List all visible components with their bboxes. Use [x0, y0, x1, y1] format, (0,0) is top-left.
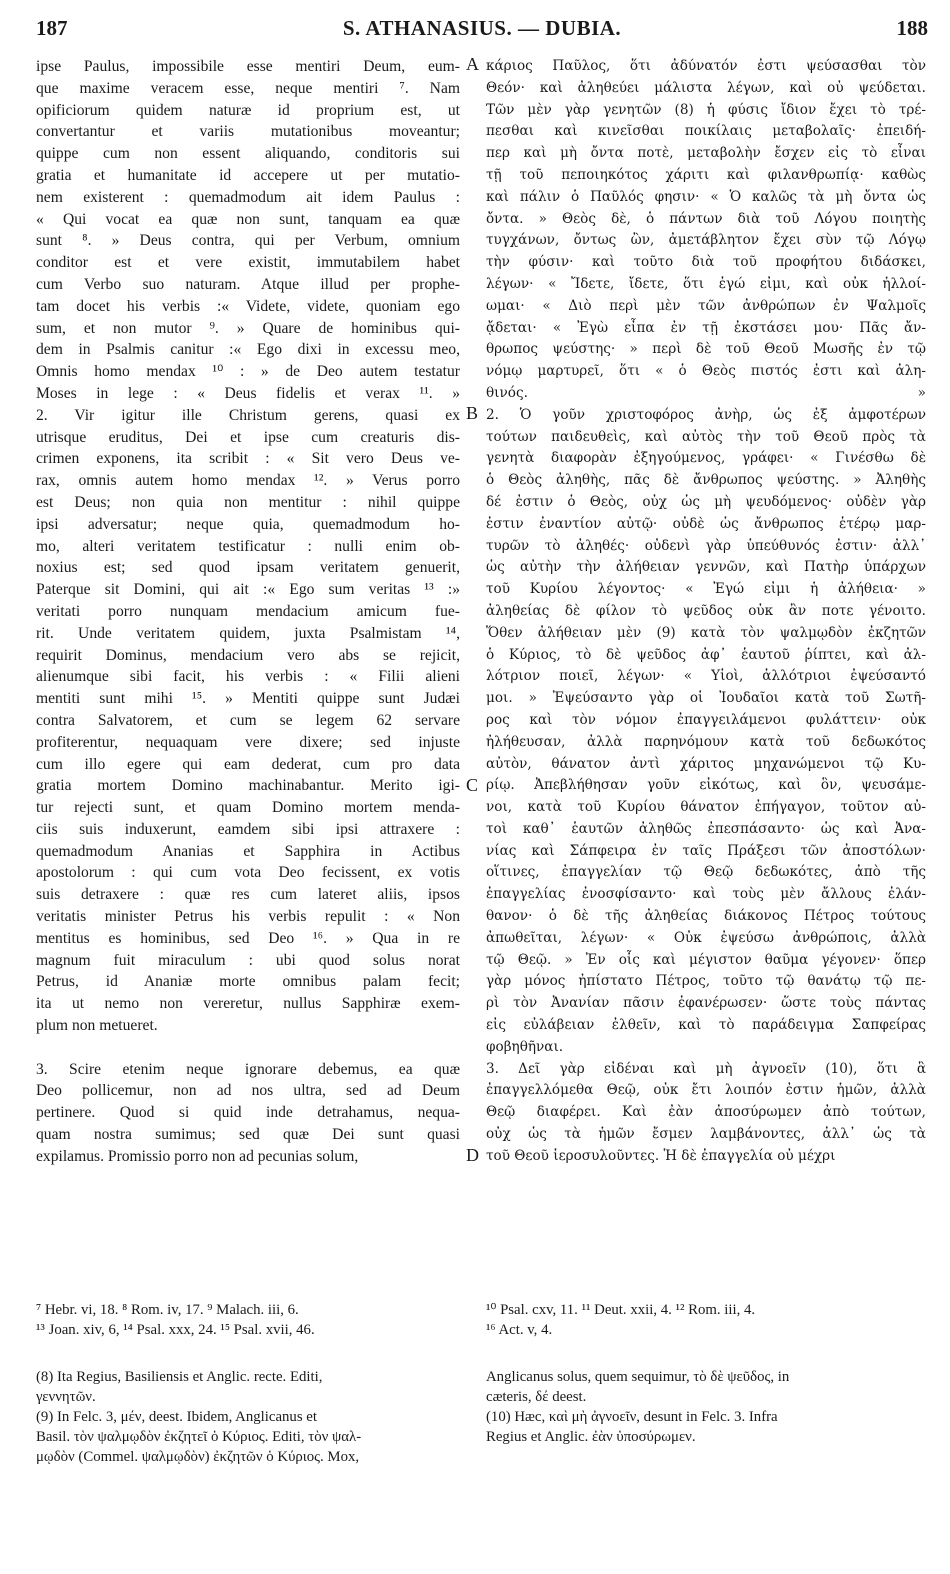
- text-line: Petrus, id Ananiæ morte omnibus palam fecit;: [36, 973, 460, 991]
- text-line: ciis suis induxerunt, eamdem sibi ipsi attraxere :: [36, 820, 460, 838]
- text-line: κάριος Παῦλος, ὅτι ἀδύνατόν ἐστι ψεύσασθαι τὸν: [486, 58, 926, 74]
- scripture-ref-line: ¹³ Joan. xiv, 6, ¹⁴ Psal. xxx, 24. ¹⁵ Psal. xvii, 46.: [36, 1322, 315, 1338]
- text-line: quippe cum non essent aliquando, conditoris sui: [36, 145, 460, 163]
- margin-marker-a: A: [466, 54, 479, 74]
- text-line: plum non metueret.: [36, 1017, 158, 1035]
- text-line: γὰρ μόνος ἠπίστατο Πέτρος, τοῦτο τῷ θανάτῳ τῷ πε-: [486, 973, 926, 990]
- text-line: cum Verbo suo naturam. Atque illud per prophe-: [36, 275, 460, 293]
- footnote-line: cæteris, δέ deest.: [486, 1389, 587, 1405]
- text-line: ἀπωθεῖται, λέγων· « Οὐκ ἐψεύσω ἀνθρώποις, ἀλλὰ: [486, 929, 926, 946]
- text-line: suis detraxere : quæ res cum lateret aliis, ipsos: [36, 886, 460, 904]
- text-line: tam docet his verbis :« Videte, videte, quoniam ego: [36, 297, 460, 315]
- footnote-line: Regius et Anglic. ἐὰν ὑποσύρωμεν.: [486, 1429, 696, 1445]
- text-line: Ὅθεν ἀλήθειαν μὲν (9) κατὰ τὸν ψαλμῳδὸν ἐκζητῶν: [486, 624, 926, 641]
- text-line: 3. Scire etenim neque ignorare debemus, ea quæ: [36, 1060, 460, 1078]
- text-line: θρωπος ψεύστης· » περὶ δὲ τοῦ Θεοῦ Μωσῆς ἐν τῷ: [486, 341, 926, 358]
- text-line: νοι, κατὰ τοῦ Κυρίου θάνατον ἐπήγαγον, τοῦτον αὐ-: [486, 799, 926, 816]
- text-line: οἵτινες, ἐπαγγελίαν τῷ Θεῷ δεδωκότες, ἀπὸ τῆς: [486, 864, 926, 881]
- page-header: [36, 16, 928, 46]
- text-line: θανον· ὁ δὲ τῆς ἀληθείας διάκονος Πέτρος τούτους: [486, 908, 926, 925]
- text-line: εἰς εὐλάβειαν ἐλθεῖν, καὶ τὸ παράδειγμα Σαπφείρας: [486, 1017, 926, 1034]
- text-line: ἐπαγγελίας ἐνοσφίσαντο· καὶ τοὺς μὲν ἄλλους ἐλάν-: [486, 886, 926, 903]
- scripture-refs-right: [486, 1300, 926, 1340]
- text-line: noxius est; sed quod ipsam veritatem genuerit,: [36, 559, 460, 577]
- text-line: mentiti sunt mihi ¹⁵. » Mentiti quippe sunt Judæi: [36, 690, 460, 708]
- footnote-line: Anglicanus solus, quem sequimur, τὸ δὲ ψεῦδος, in: [486, 1369, 790, 1385]
- text-line: ρος καὶ τὸν νόμον ἐπαγγειλάμενοι φυλάττειν· οὐκ: [486, 711, 926, 728]
- text-line: τούτων παιδευθεὶς, καὶ αὐτὸς τὴν τοῦ Θεοῦ πρὸς τὰ: [486, 428, 926, 445]
- text-line: ipsi adversatur; neque quia, quemadmodum ho-: [36, 515, 460, 533]
- text-line: est Deus; non quia non mentitur : nihil quippe: [36, 493, 460, 511]
- text-line: καὶ πάλιν ὁ Παῦλός φησιν· « Ὁ καλῶς τὰ μὴ ὄντα ὡς: [486, 188, 926, 205]
- text-line: τὴν φύσιν· καὶ τοῦτο διὰ τοῦ προφήτου διδάσκει,: [486, 254, 926, 271]
- running-title: S. ATHANASIUS. — DUBIA.: [342, 16, 622, 40]
- text-line: οὐχ ὡς τὰ ἡμῶν ἔσμεν λαμβάνοντες, ἀλλ᾽ ὡς τὰ: [486, 1126, 926, 1143]
- text-line: λότριον ποιεῖ, λέγων· « Υἱοὶ, ἀλλότριοι ἐψεύσαντό: [486, 668, 926, 685]
- text-line: ὄντα. » Θεὸς δὲ, ὁ πάντων διὰ τοῦ Λόγου ποιητὴς: [486, 210, 926, 227]
- page-number-left: 187: [36, 16, 68, 40]
- latin-column: [36, 56, 460, 1168]
- text-line: νόμῳ μαρτυρεῖ, ὅτι « ὁ Θεὸς πιστός ἐστι καὶ ἀλη-: [486, 363, 926, 380]
- text-line: 2. Ὁ γοῦν χριστοφόρος ἀνὴρ, ὡς ἐξ ἀμφοτέρων: [486, 406, 926, 423]
- text-line: τοῦ Κυρίου λέγοντος· « Ἐγώ εἰμι ἡ ἀλήθεια· »: [486, 581, 926, 598]
- footnote-line: (10) Hæc, καὶ μὴ ἀγνοεῖν, desunt in Felc. 3. Infra: [486, 1409, 778, 1425]
- footnote-line: μῳδὸν (Commel. ψαλμῳδὸν) ἐκζητῶν ὁ Κύριος. Mox,: [36, 1449, 360, 1465]
- text-line: Moses in lege : « Deus fidelis et verax ¹¹. »: [36, 384, 460, 402]
- text-line: « Qui vocat ea quæ non sunt, tanquam ea quæ: [36, 210, 460, 228]
- margin-marker-d: D: [466, 1145, 479, 1165]
- page-number-right: 188: [896, 16, 928, 40]
- text-line: requirit Dominus, mendacium vero abs se rejicit,: [36, 646, 460, 664]
- text-line: gratia et humanitate id accepere ut per mutatio-: [36, 166, 460, 184]
- text-line: rax, omnis autem homo mendax ¹². » Verus porro: [36, 472, 460, 490]
- text-line: que maxime veracem esse, neque mentiri ⁷. Nam: [36, 79, 460, 97]
- text-line: conditor est et vere existit, immutabilem habet: [36, 254, 460, 272]
- text-line: ᾄδεται· « Ἐγὼ εἶπα ἐν τῇ ἐκστάσει μου· Πᾶς ἄν-: [486, 319, 926, 336]
- footnote-line: γεννητῶν.: [36, 1389, 96, 1405]
- text-line: nem existerent : quemadmodum ait idem Paulus :: [36, 188, 460, 206]
- text-line: ἐπαγγελλόμεθα Θεῷ, οὐκ ἔτι λοιπόν ἐστιν ἡμῶν, ἀλλὰ: [486, 1082, 926, 1099]
- text-line: τυρῶν τὸ ἀληθές· οὐδενὶ γὰρ ὑπεύθυνός ἐστιν· ἀλλ᾽: [486, 537, 926, 554]
- text-line: ρίῳ. Ἀπεβλήθησαν γοῦν εἰκότως, καὶ ὃν, ψευσάμε-: [486, 777, 926, 794]
- text-line: Omnis homo mendax ¹⁰ : » de Deo autem testatur: [36, 363, 460, 381]
- text-line: utrisque eruditus, Dei et ipse cum creaturis dis-: [36, 428, 460, 446]
- text-line: mentitus es hominibus, sed Deo ¹⁶. » Qua in re: [36, 929, 460, 947]
- text-line: γενητὰ διαφορὰν ἐξηγούμενος, γράφει· « Γινέσθω δὲ: [486, 450, 926, 467]
- text-line: Paterque sit Domini, qui ait :« Ego sum veritas ¹³ :»: [36, 581, 460, 599]
- text-line: Θεῷ διαφέρει. Καὶ ἐὰν ἀποσύρωμεν ἀπὸ τούτων,: [486, 1104, 926, 1121]
- text-line: ὡς αὐτὴν τὴν ἀλήθειαν γεννῶν, καὶ Πατὴρ ὑπάρχων: [486, 559, 926, 576]
- text-line: Deo pollicemur, non ad nos ultra, sed ad Deum: [36, 1082, 460, 1100]
- text-line: quemadmodum Ananias et Sapphira in Actibus: [36, 842, 460, 860]
- text-line: rit. Unde veritatem quidem, juxta Psalmistam ¹⁴,: [36, 624, 460, 642]
- text-line: 2. Vir igitur ille Christum gerens, quasi ex: [36, 406, 460, 424]
- text-line: μοι. » Ἐψεύσαντο γὰρ οἱ Ἰουδαῖοι κατὰ τοῦ Σωτῆ-: [486, 690, 926, 707]
- text-line: [36, 1037, 460, 1059]
- text-line: ἐστιν ἐναντίον αὐτῷ· οὐδὲ ὡς ἄνθρωπος ἑτέρῳ μαρ-: [486, 515, 926, 532]
- text-line: νίας καὶ Σάπφειρα ἐν ταῖς Πράξεσι τῶν ἀποστόλων·: [486, 842, 926, 859]
- text-line: ὁ Κύριος, τὸ δὲ ψεῦδος ἀφ᾽ ἑαυτοῦ ῥίπτει, καὶ ἀλ-: [486, 646, 926, 663]
- text-line: veritati porro nunquam mendacium amicum fue-: [36, 602, 460, 620]
- text-line: τῇ τοῦ πεποιηκότος χάριτι καὶ φιλανθρωπίᾳ· καθὼς: [486, 166, 926, 183]
- footnote-line: (8) Ita Regius, Basiliensis et Anglic. recte. Editi,: [36, 1369, 323, 1385]
- text-line: pertinere. Quod si quid inde detrahamus, nequa-: [36, 1104, 460, 1122]
- text-line: dem in Psalmis canitur :« Ego dixi in excessu meo,: [36, 341, 460, 359]
- text-line: apostolorum : qui cum vota Deo fecissent, ex votis: [36, 864, 460, 882]
- text-line: θινός. »: [486, 384, 926, 401]
- margin-marker-b: B: [466, 403, 479, 423]
- footnotes-left: [36, 1367, 460, 1467]
- text-line: mo, alteri veritatem testificatur : nulli enim ob-: [36, 537, 460, 555]
- scripture-ref-line: ⁷ Hebr. vi, 18. ⁸ Rom. iv, 17. ⁹ Malach. iii, 6.: [36, 1302, 299, 1318]
- text-line: ἠλήθευσαν, ἀλλὰ παρηνόμουν κατὰ τοῦ δεδωκότος: [486, 733, 926, 750]
- text-line: convertantur et variis mutationibus moveantur;: [36, 123, 460, 141]
- footnote-line: Basil. τὸν ψαλμῳδὸν ἐκζητεῖ ὁ Κύριος. Editi, τὸν ψαλ-: [36, 1429, 362, 1445]
- text-line: sunt ⁸. » Deus contra, qui per Verbum, omnium: [36, 232, 460, 250]
- text-line: αὐτὸν, θάνατον ἀντὶ χάριτος μηχανώμενοι τῷ Κυ-: [486, 755, 926, 772]
- text-line: gratia mortem Domino machinabantur. Merito igi-: [36, 777, 460, 795]
- text-line: alienumque sibi facit, his verbis : « Filii alieni: [36, 668, 460, 686]
- text-line: cum illo egere qui eam dederat, cum pro data: [36, 755, 460, 773]
- text-line: τῷ Θεῷ. » Ἐν οἷς καὶ μέγιστον θαῦμα γέγονεν· ὅπερ: [486, 951, 926, 968]
- text-line: 3. Δεῖ γὰρ εἰδέναι καὶ μὴ ἀγνοεῖν (10), ὅτι ἃ: [486, 1060, 926, 1077]
- text-line: ita ut nemo non vereretur, nullus Sapphiræ exem-: [36, 995, 460, 1013]
- text-line: τοῦ Θεοῦ ἱεροσυλοῦντες. Ἡ δὲ ἐπαγγελία οὐ μέχρι: [486, 1147, 836, 1164]
- text-line: veritatis minister Petrus his verbis repulit : « Non: [36, 908, 460, 926]
- greek-column: [486, 56, 926, 1168]
- text-line: tur rejecti sunt, et quam Domino mortem menda-: [36, 799, 460, 817]
- text-line: ἀληθείας δὲ φίλον τὸ ψεῦδος οὐκ ἂν ποτε γένοιτο.: [486, 602, 926, 619]
- scripture-ref-line: ¹⁰ Psal. cxv, 11. ¹¹ Deut. xxii, 4. ¹² Rom. iii, 4.: [486, 1302, 756, 1318]
- text-line: ωμαι· « Διὸ περὶ μὲν τῶν ἀνθρώπων ἐν Ψαλμοῖς: [486, 297, 926, 314]
- text-line: sum, et non mutor ⁹. » Quare de hominibus qui-: [36, 319, 460, 337]
- footnotes-right: [486, 1367, 926, 1447]
- text-line: λέγων· « Ἴδετε, ἴδετε, ὅτι ἐγώ εἰμι, καὶ οὐκ ἠλλοί-: [486, 275, 926, 292]
- margin-marker-c: C: [466, 775, 479, 795]
- text-line: ipse Paulus, impossibile esse mentiri Deum, eum-: [36, 58, 460, 75]
- text-line: περ καὶ μὴ ὄντα ποτὲ, μεταβολὴν ἔσχεν εἰς τὸ εἶναι: [486, 145, 926, 162]
- text-line: ὁ Θεὸς ἀληθὴς, πᾶς δὲ ἄνθρωπος ψεύστης. » Ἀληθὴς: [486, 472, 926, 489]
- text-line: expilamus. Promissio porro non ad pecunias solum,: [36, 1147, 359, 1165]
- text-line: crimen exponens, ita scribit : « Sit vero Deus ve-: [36, 450, 460, 468]
- text-line: ρὶ τὸν Ἀνανίαν πᾶσιν ἐφανέρωσεν· ὥστε τοὺς πάντας: [486, 995, 926, 1012]
- text-line: opificiorum quidem naturæ id proprium est, ut: [36, 101, 460, 119]
- text-line: φοβηθῆναι.: [486, 1038, 564, 1055]
- text-line: Θεόν· καὶ ἀληθεύει μάλιστα λέγων, καὶ οὐ ψεύδεται.: [486, 79, 926, 96]
- text-line: τυγχάνων, ὄντως ὢν, ἀμετάβλητον ἔχει σὺν τῷ Λόγῳ: [486, 232, 926, 249]
- text-line: πεσθαι καὶ κινεῖσθαι ποικίλαις μεταβολαῖς· ἐπειδή-: [486, 123, 926, 140]
- footnote-line: (9) In Felc. 3, μέν, deest. Ibidem, Anglicanus et: [36, 1409, 317, 1425]
- scripture-ref-line: ¹⁶ Act. v, 4.: [486, 1322, 553, 1338]
- text-line: quam nostra sumimus; sed quæ Dei sunt quasi: [36, 1126, 460, 1144]
- text-line: profiterentur, nequaquam vere dixere; sed injuste: [36, 733, 460, 751]
- text-line: Τῶν μὲν γὰρ γενητῶν (8) ἡ φύσις ἴδιον ἔχει τὸ τρέ-: [486, 101, 926, 118]
- text-line: τοὶ καθ᾽ ἑαυτῶν ἀληθῶς ἐπεσπάσαντο· ὡς καὶ Ἀνα-: [486, 820, 926, 837]
- text-line: contra Salvatorem, et cum se legem 62 servare: [36, 711, 460, 729]
- text-line: δέ ἐστιν ὁ Θεὸς, οὐχ ὡς μὴ ψευδόμενος· οὐδὲν γὰρ: [486, 493, 926, 510]
- scripture-refs-left: [36, 1300, 460, 1340]
- text-line: magnum fuit miraculum : ubi quod solus norat: [36, 951, 460, 969]
